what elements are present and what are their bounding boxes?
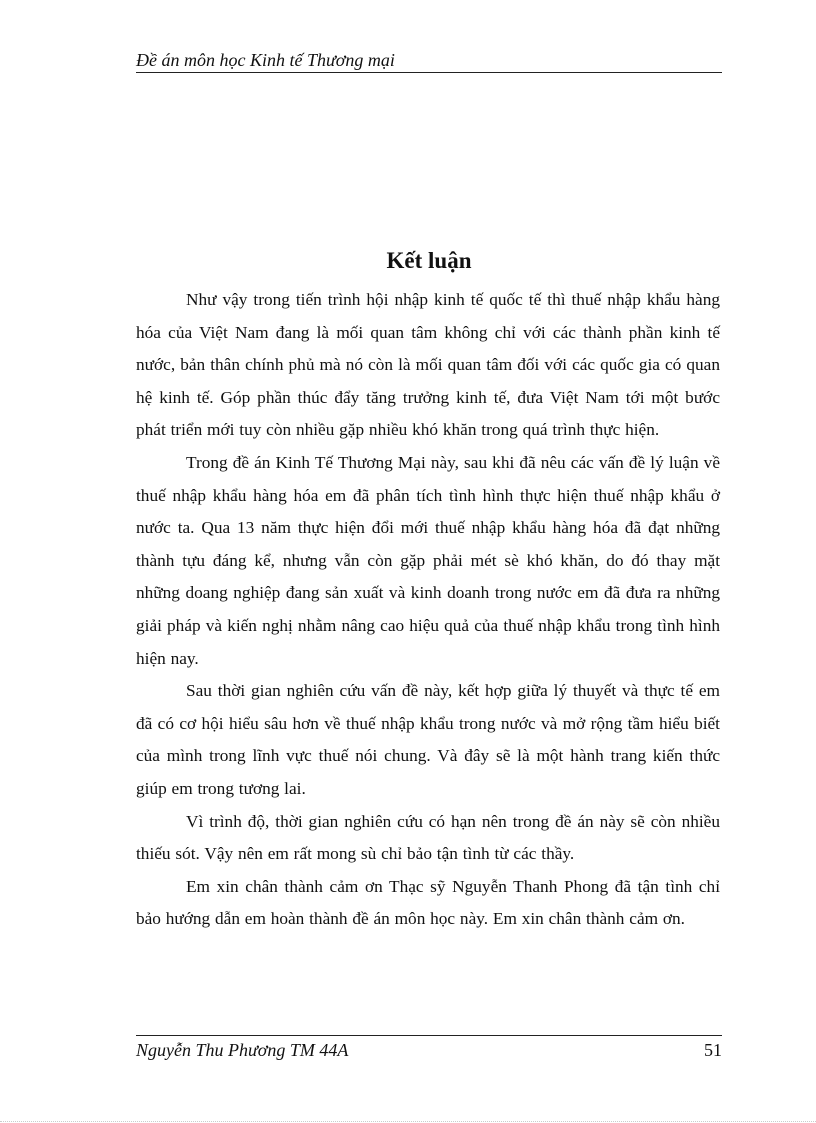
paragraph: Vì trình độ, thời gian nghiên cứu có hạn nên trong đề án này sẽ còn nhiều thiếu sót. Vậy nên em rất mong sù chỉ bảo tận tình từ các thầy.	[136, 811, 720, 864]
page-header: Đề án môn học Kinh tế Thương mại	[136, 48, 722, 73]
section-heading: Kết luận	[386, 248, 472, 273]
paragraph: Sau thời gian nghiên cứu vấn đề này, kết hợp giữa lý thuyết và thực tế em đã có cơ hội hiểu sâu hơn về thuế nhập khẩu trong nước và mở rộng tầm hiểu biết của mình trong lĩnh vực thuế nói chung. Và đây sẽ là một hành trang kiến thức giúp em trong tương lai.	[136, 681, 720, 798]
footer-divider	[136, 1035, 722, 1036]
page-footer	[136, 1039, 722, 1061]
page-number: 51	[704, 1040, 722, 1060]
footer-author: Nguyễn Thu Phương TM 44A	[136, 1040, 349, 1060]
paragraph: Như vậy trong tiến trình hội nhập kinh tế quốc tế thì thuế nhập khẩu hàng hóa của Việt Nam đang là mối quan tâm không chỉ với các thành phần kinh tế nước, bản thân chính phủ mà nó còn là mối quan tâm đối với các quốc gia có quan hệ kinh tế. Góp phần thúc đẩy tăng trưởng kinh tế, đưa Việt Nam tới một bước phát triển mới tuy còn nhiều gặp nhiều khó khăn trong quá trình thực hiện.	[136, 290, 720, 440]
page-edge-divider	[0, 1121, 816, 1122]
paragraph: Em xin chân thành cảm ơn Thạc sỹ Nguyễn Thanh Phong đã tận tình chỉ bảo hướng dẫn em hoàn thành đề án môn học này. Em xin chân thành cảm ơn.	[136, 876, 720, 929]
paragraph: Trong đề án Kinh Tế Thương Mại này, sau khi đã nêu các vấn đề lý luận về thuế nhập khẩu hàng hóa em đã phân tích tình hình thực hiện thuế nhập khẩu ở nước ta. Qua 13 năm thực hiện đổi mới thuế nhập khẩu hàng hóa đã đạt những thành tựu đáng kể, nhưng vẫn còn gặp phải mét sè khó khăn, do đó thay mặt những doang nghiệp đang sản xuất và kinh doanh trong nước em đã đưa ra những giải pháp và kiến nghị nhằm nâng cao hiệu quả của thuế nhập khẩu trong tình hình hiện nay.	[136, 452, 720, 668]
body-text	[136, 284, 720, 936]
